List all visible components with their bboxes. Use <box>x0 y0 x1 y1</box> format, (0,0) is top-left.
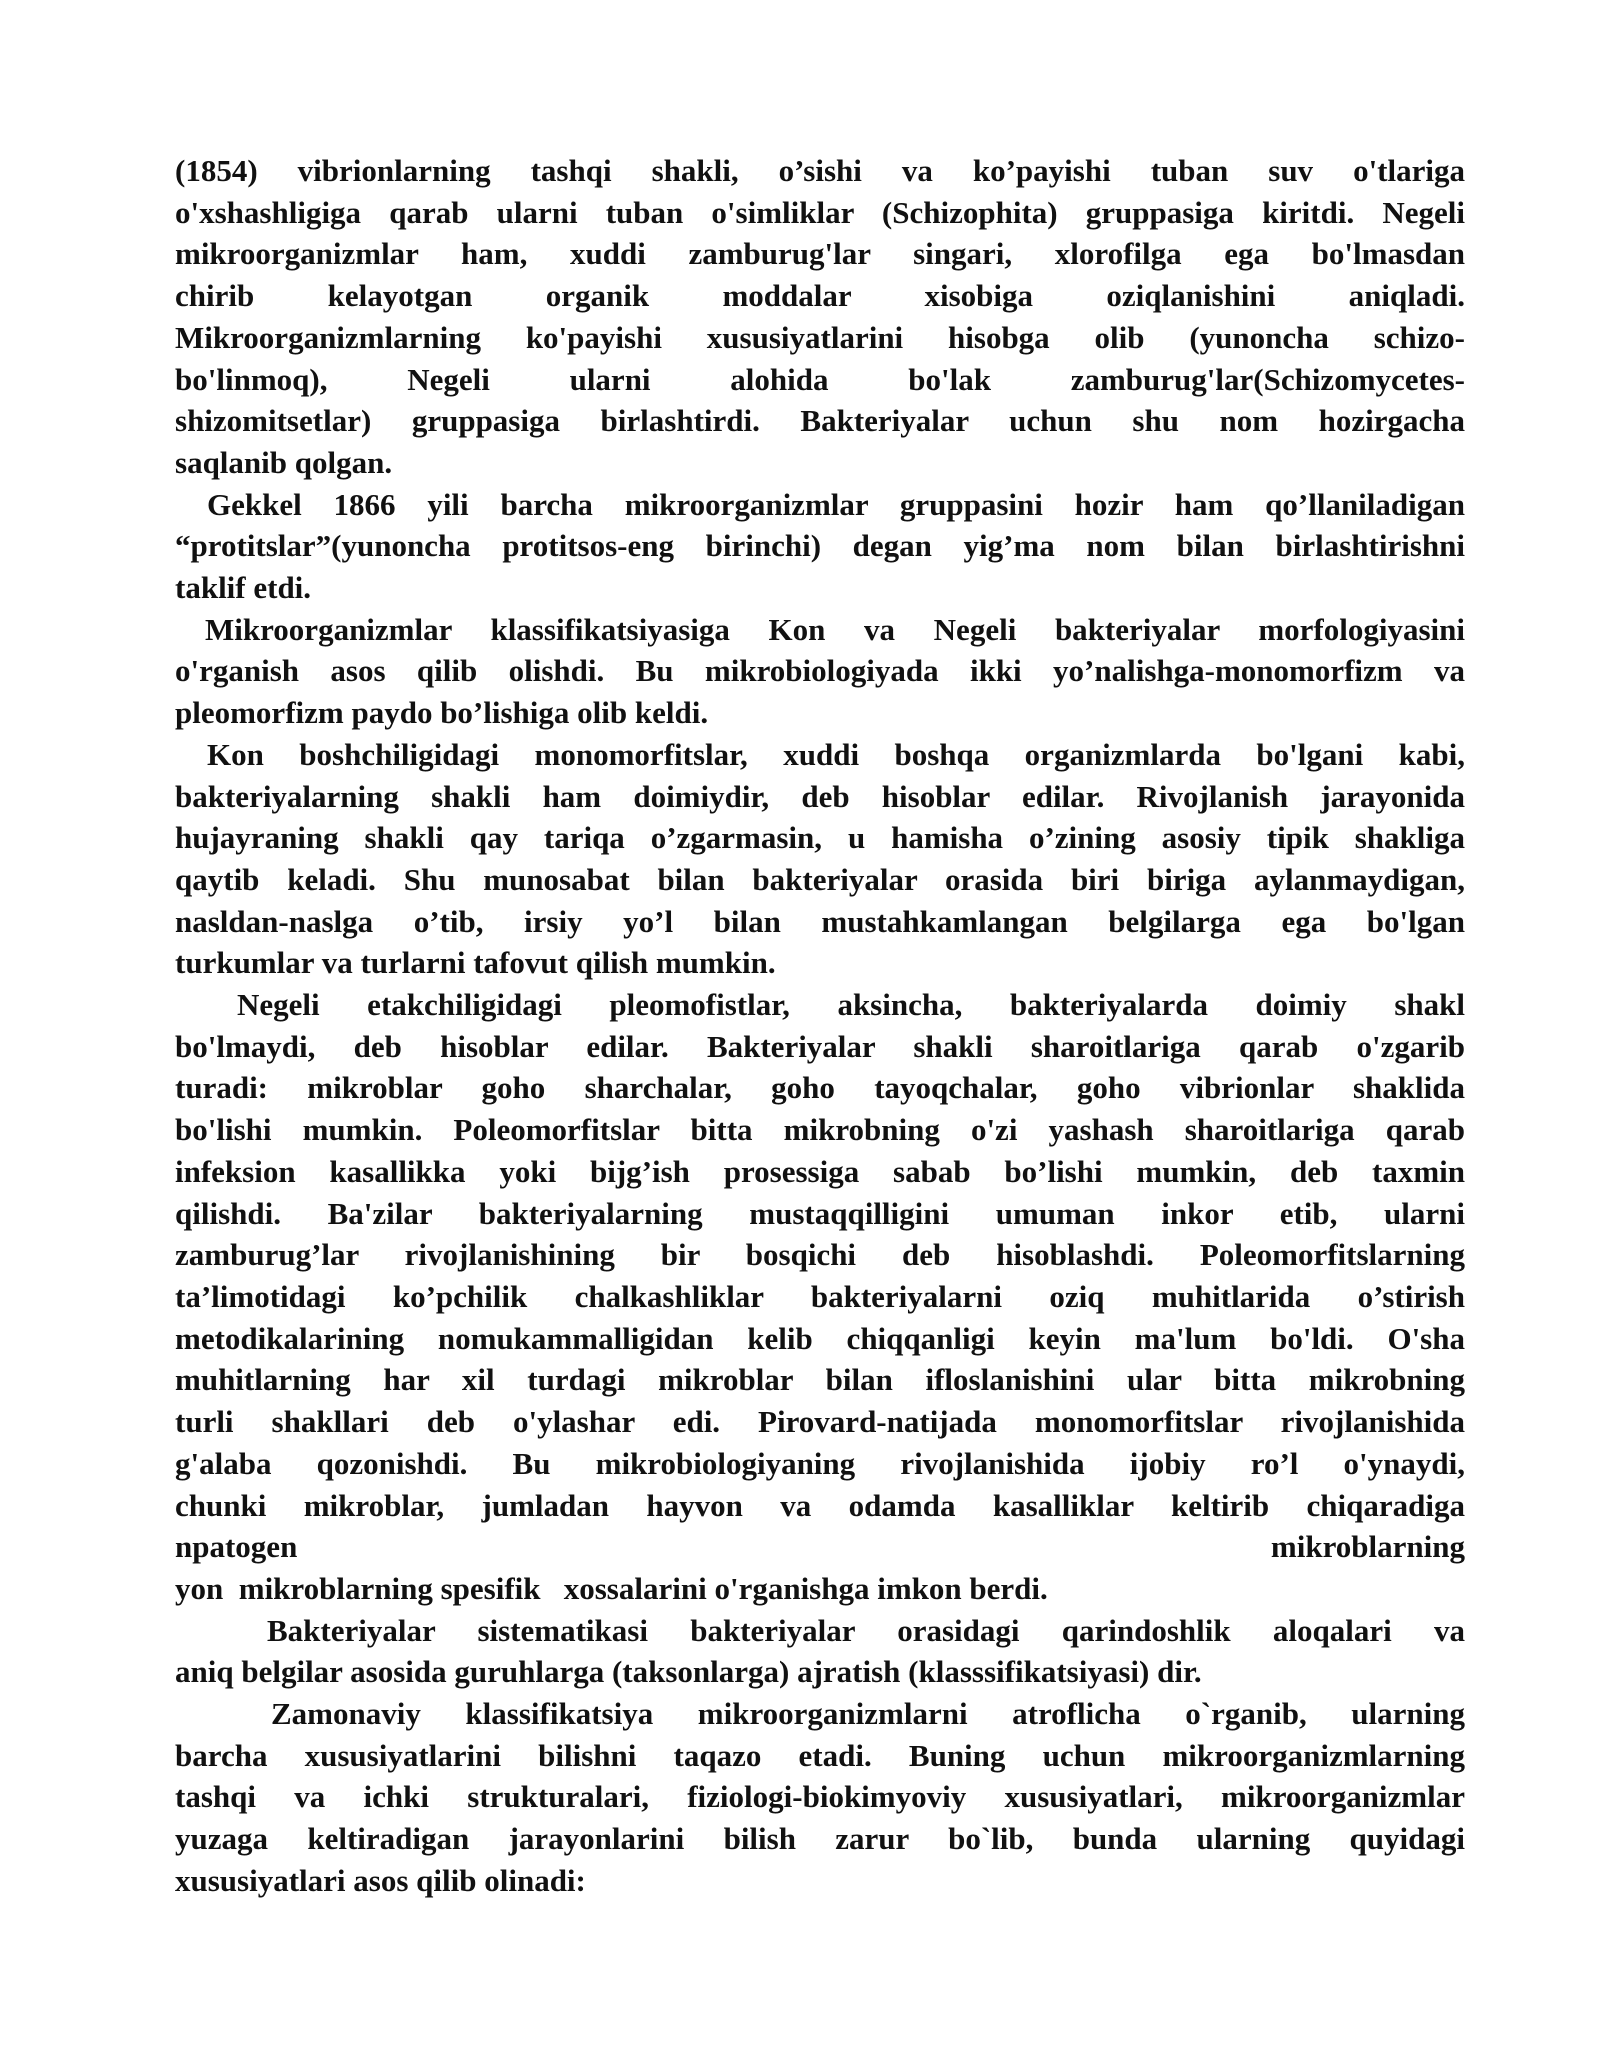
text-line: turkumlar va turlarni tafovut qilish mumkin. <box>175 945 776 981</box>
text-line: barcha xususiyatlarini bilishni taqazo etadi. Buning uchun mikroorganizmlarning <box>175 1737 1465 1773</box>
text-line: taklif etdi. <box>175 570 312 606</box>
text-line-split <box>175 1526 1465 1568</box>
text-line: Kon boshchiligidagi monomorfitslar, xuddi boshqa organizmlarda bo'lgani kabi, <box>207 736 1465 772</box>
text-line: turli shakllari deb o'ylashar edi. Pirovard-natijada monomorfitslar rivojlanishida <box>175 1404 1465 1440</box>
text-line: bo'linmoq), Negeli ularni alohida bo'lak zamburug'lar(Schizomycetes- <box>175 361 1465 397</box>
text-line: bo'lishi mumkin. Poleomorfitslar bitta mikrobning o'zi yashash sharoitlariga qarab <box>175 1112 1465 1148</box>
text-line: Bakteriyalar sistematikasi bakteriyalar orasidagi qarindoshlik aloqalari va <box>267 1612 1465 1648</box>
text-line: bo'lmaydi, deb hisoblar edilar. Bakteriyalar shakli sharoitlariga qarab o'zgarib <box>175 1028 1465 1064</box>
text-fragment: npatogen <box>175 1529 298 1565</box>
text-line: tashqi va ichki strukturalari, fiziologi-biokimyoviy xususiyatlari, mikroorganizmlar <box>175 1779 1465 1815</box>
text-line: Mikroorganizmlarning ko'payishi xususiyatlarini hisobga olib (yunoncha schizo- <box>175 319 1465 355</box>
text-line: (1854) vibrionlarning tashqi shakli, o’sishi va ko’payishi tuban suv o'tlariga <box>175 153 1465 188</box>
paragraph-5 <box>175 984 1465 1610</box>
text-line: qilishdi. Ba'zilar bakteriyalarning mustaqqilligini umuman inkor etib, ularni <box>175 1195 1465 1231</box>
paragraph-2 <box>175 484 1465 609</box>
text-line: ta’limotidagi ko’pchilik chalkashliklar bakteriyalarni oziq muhitlarida o’stirish <box>175 1278 1465 1314</box>
text-line: bakteriyalarning shakli ham doimiydir, deb hisoblar edilar. Rivojlanish jarayonida <box>175 778 1465 814</box>
text-line: shizomitsetlar) gruppasiga birlashtirdi. Bakteriyalar uchun shu nom hozirgacha <box>175 403 1465 439</box>
text-line: metodikalarining nomukammalligidan kelib chiqqanligi keyin ma'lum bo'ldi. O'sha <box>175 1320 1465 1356</box>
text-line: turadi: mikroblar goho sharchalar, goho tayoqchalar, goho vibrionlar shaklida <box>175 1070 1465 1106</box>
text-line: xususiyatlari asos qilib olinadi: <box>175 1862 586 1898</box>
text-line: g'alaba qozonishdi. Bu mikrobiologiyaning rivojlanishida ijobiy ro’l o'ynaydi, <box>175 1445 1465 1481</box>
text-line: muhitlarning har xil turdagi mikroblar bilan ifloslanishini ular bitta mikrobning <box>175 1362 1465 1398</box>
text-line: chunki mikroblar, jumladan hayvon va odamda kasalliklar keltirib chiqaradiga <box>175 1487 1465 1523</box>
text-line: pleomorfizm paydo bo’lishiga olib keldi. <box>175 695 709 731</box>
text-line: Gekkel 1866 yili barcha mikroorganizmlar gruppasini hozir ham qo’llaniladigan <box>207 486 1465 522</box>
text-line: Mikroorganizmlar klassifikatsiyasiga Kon va Negeli bakteriyalar morfologiyasini <box>205 611 1465 647</box>
text-line: hujayraning shakli qay tariqa o’zgarmasin, u hamisha o’zining asosiy tipik shakliga <box>175 820 1465 856</box>
text-line: zamburug’lar rivojlanishining bir bosqichi deb hisoblashdi. Poleomorfitslarning <box>175 1237 1465 1273</box>
paragraph-6 <box>175 1610 1465 1693</box>
text-line: qaytib keladi. Shu munosabat bilan bakteriyalar orasida biri biriga aylanmaydigan, <box>175 861 1465 897</box>
text-line: o'rganish asos qilib olishdi. Bu mikrobiologiyada ikki yo’nalishga-monomorfizm va <box>175 653 1465 689</box>
paragraph-7 <box>175 1693 1465 1902</box>
text-line: infeksion kasallikka yoki bijg’ish prosessiga sabab bo’lishi mumkin, deb taxmin <box>175 1153 1465 1189</box>
text-line: yuzaga keltiradigan jarayonlarini bilish zarur bo`lib, bunda ularning quyidagi <box>175 1821 1465 1857</box>
text-fragment: mikroblarning <box>1270 1529 1465 1565</box>
text-line: saqlanib qolgan. <box>175 444 393 480</box>
body-text <box>175 150 1465 1902</box>
text-line: o'xshashligiga qarab ularni tuban o'simliklar (Schizophita) gruppasiga kiritdi. Negeli <box>175 194 1465 230</box>
text-line: chirib kelayotgan organik moddalar xisobiga oziqlanishini aniqladi. <box>175 278 1465 314</box>
paragraph-3 <box>175 609 1465 734</box>
text-line: Zamonaviy klassifikatsiya mikroorganizmlarni atroflicha o`rganib, ularning <box>271 1696 1465 1732</box>
text-line: aniq belgilar asosida guruhlarga (taksonlarga) ajratish (klasssifikatsiyasi) dir. <box>175 1654 1202 1690</box>
text-line: Negeli etakchiligidagi pleomofistlar, aksincha, bakteriyalarda doimiy shakl <box>237 987 1465 1023</box>
text-line: “protitslar”(yunoncha protitsos-eng birinchi) degan yig’ma nom bilan birlashtirishni <box>175 528 1465 564</box>
text-line: mikroorganizmlar ham, xuddi zamburug'lar singari, xlorofilga ega bo'lmasdan <box>175 236 1465 272</box>
paragraph-4 <box>175 734 1465 984</box>
text-line: nasldan-naslga o’tib, irsiy yo’l bilan mustahkamlangan belgilarga ega bo'lgan <box>175 903 1465 939</box>
paragraph-1 <box>175 150 1465 484</box>
text-line: yon mikroblarning spesifik xossalarini o'rganishga imkon berdi. <box>175 1570 1048 1606</box>
